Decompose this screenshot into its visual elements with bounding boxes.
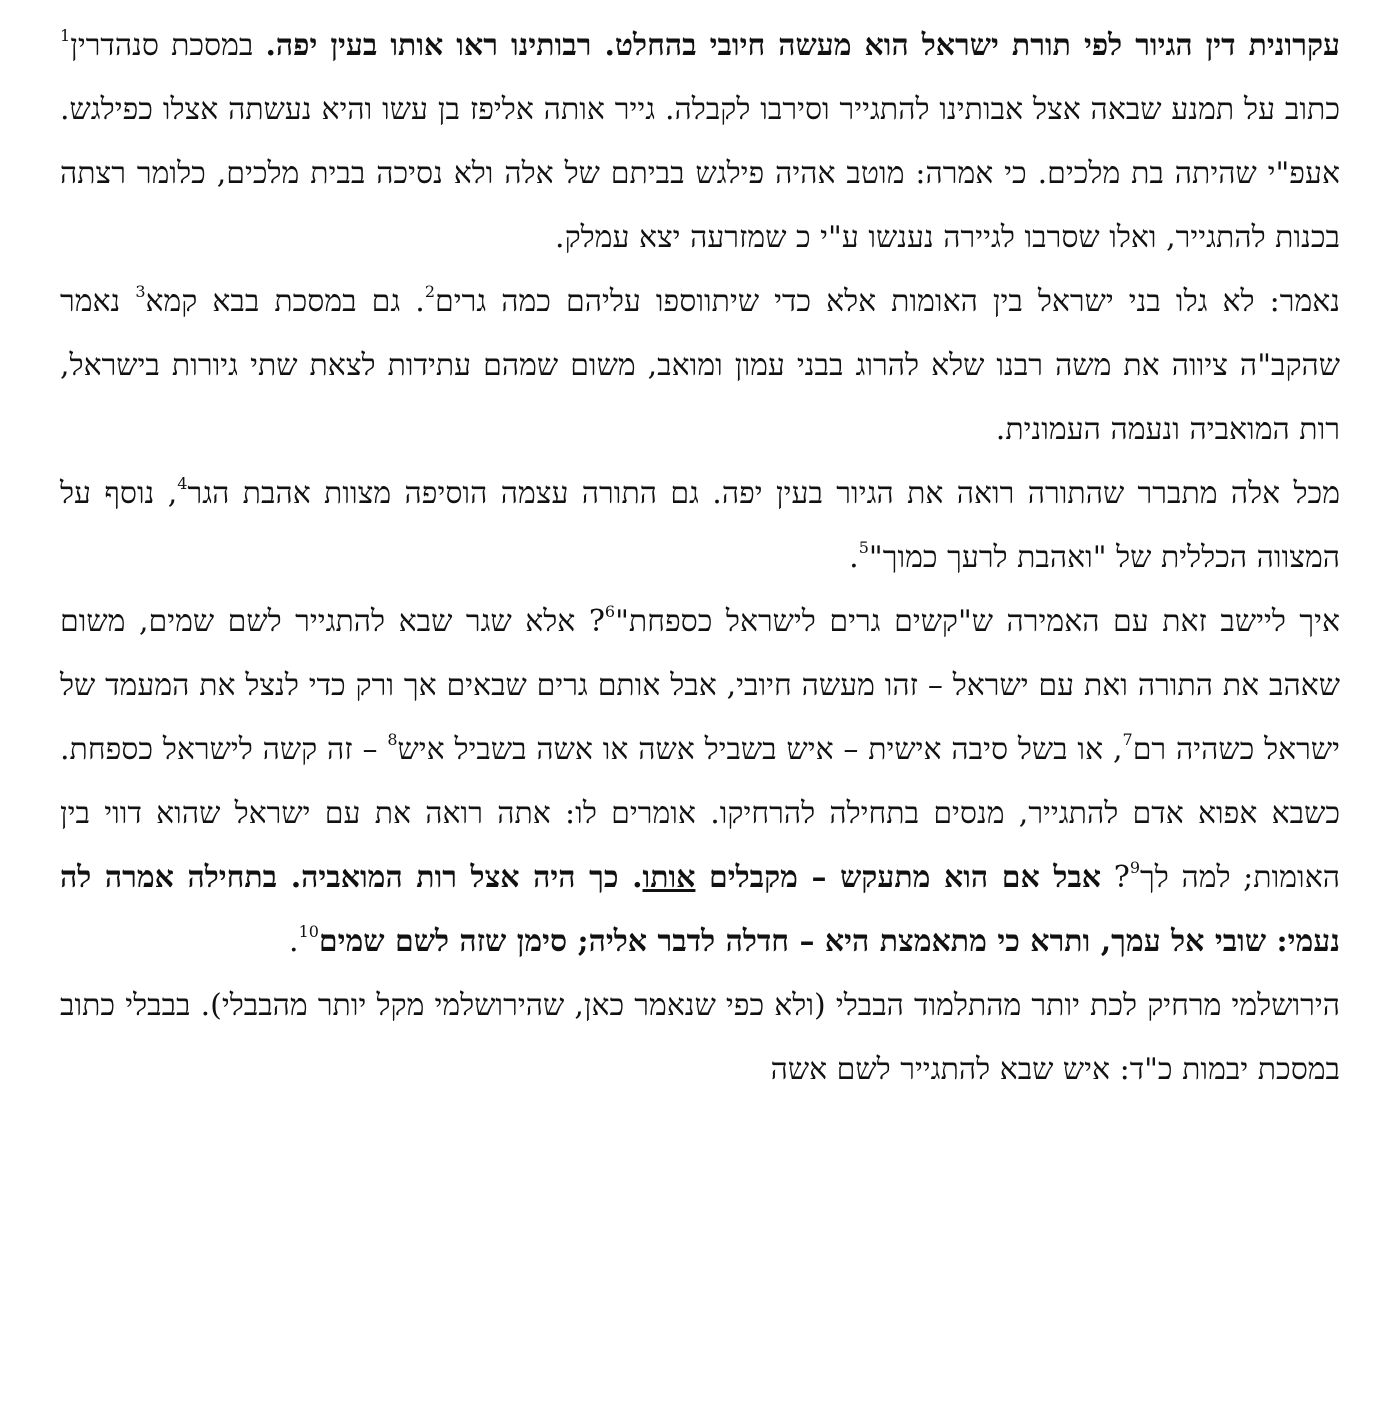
footnote-ref-4[interactable]: 4 (177, 474, 188, 493)
bold-text: . כך היה אצל רות המואביה. בתחילה אמרה לה נעמי: שובי אל עמך, ותרא כי מתאמצת היא – חדלה לדבר אליה; סימן שזה לשם שמים (60, 860, 1340, 959)
footnote-ref-8[interactable]: 8 (387, 730, 398, 749)
body-text: , או בשל סיבה אישית – איש בשביל אשה או אשה בשביל איש (397, 732, 1123, 767)
footnote-ref-2[interactable]: 2 (424, 282, 435, 301)
footnote-ref-1[interactable]: 1 (60, 26, 71, 45)
paragraph-love-of-convert (60, 462, 1340, 590)
body-text: – זה קשה לישראל כספחת. כשבא אפוא אדם להתגייר, מנסים בתחילה להרחיקו. אומרים לו: אתה רואה את עם ישראל שהוא דווי בין האומות; למה לך (60, 732, 1340, 895)
underlined-bold-word: אותו (642, 860, 696, 895)
body-text: . (849, 540, 859, 575)
bold-text: עקרונית דין הגיור לפי תורת ישראל הוא מעשה חיובי בהחלט. רבותינו ראו אותו בעין יפה. (265, 28, 1340, 63)
body-text: . (289, 924, 299, 959)
body-text: ? (1101, 860, 1130, 895)
body-text: איך ליישב זאת עם האמירה ש"קשים גרים לישראל כספחת" (615, 604, 1340, 639)
body-text: הירושלמי מרחיק לכת יותר מהתלמוד הבבלי (ולא כפי שנאמר כאן, שהירושלמי מקל יותר מהבבלי). בבבלי כתוב במסכת יבמות כ"ד: איש שבא להתגייר לשם אשה (60, 988, 1340, 1087)
footnote-ref-10[interactable]: 10 (298, 922, 319, 941)
paragraph-yerushalmi (60, 974, 1340, 1102)
footnote-ref-5[interactable]: 5 (858, 538, 869, 557)
body-text: מכל אלה מתברר שהתורה רואה את הגיור בעין יפה. גם התורה עצמה הוסיפה מצוות אהבת הגר (187, 476, 1340, 511)
body-text: , נוסף על המצווה הכללית של "ואהבת לרעך כמוך" (60, 476, 1340, 575)
footnote-ref-7[interactable]: 7 (1122, 730, 1133, 749)
bold-text: אבל אם הוא מתעקש – מקבלים (695, 860, 1102, 895)
footnote-ref-6[interactable]: 6 (604, 602, 616, 621)
body-text: במסכת סנהדרין (70, 28, 266, 63)
body-text: נאמר: לא גלו בני ישראל בין האומות אלא כדי שיתווספו עליהם כמה גרים (435, 284, 1340, 319)
paragraph-tamna (60, 14, 1340, 270)
body-text: נאמר שהקב"ה ציווה את משה רבנו שלא להרוג בבני עמון ומואב, משום שמהם עתידות לצאת שתי גיורות בישראל, רות המואביה ונעמה העמונית. (60, 284, 1340, 447)
footnote-ref-9[interactable]: 9 (1129, 858, 1141, 877)
body-text: כתוב על תמנע שבאה אצל אבותינו להתגייר וסירבו לקבלה. גייר אותה אליפז בן עשו והיא נעשתה אצלו כפילגש. אעפ"י שהיתה בת מלכים. כי אמרה: מוטב אהיה פילגש בביתם של אלה ולא נסיכה בבית מלכים, כלומר רצתה בכנות להתגייר, ואלו שסרבו לגיירה נענשו ע"י כ שמזרעה יצא עמלק. (60, 92, 1340, 255)
document-page (60, 14, 1340, 1102)
body-text: . גם במסכת בבא קמא (145, 284, 425, 319)
paragraph-exile (60, 270, 1340, 462)
body-text: ? אלא שגר שבא להתגייר לשם שמים, משום שאהב את התורה ואת עם ישראל – זהו מעשה חיובי, אבל אותם גרים שבאים אך ורק כדי לנצל את המעמד של ישראל כשהיה רם (60, 604, 1340, 767)
paragraph-sapachat (60, 590, 1340, 974)
footnote-ref-3[interactable]: 3 (135, 282, 146, 301)
